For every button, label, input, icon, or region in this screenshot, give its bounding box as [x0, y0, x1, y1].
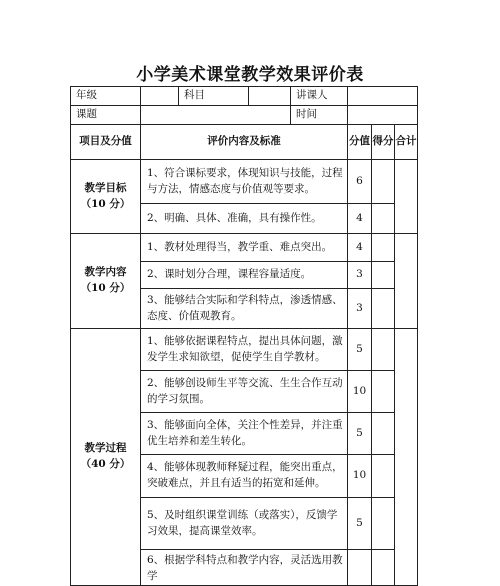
col-item: 项目及分值: [71, 125, 141, 160]
score-cell[interactable]: [372, 371, 395, 413]
section-label: [71, 160, 141, 234]
col-criteria: 评价内容及标准: [141, 125, 348, 160]
document-title: 小学美术课堂教学效果评价表: [136, 65, 364, 85]
criteria-cell: 2、课时划分合理，课程容量适度。: [141, 262, 348, 289]
section-name: 教学目标: [84, 181, 127, 194]
header-row-2: [71, 106, 418, 125]
criteria-cell: 4、能够体现教师释疑过程，能突出重点，突破难点，并且有适当的拓宽和延伸。: [141, 455, 348, 498]
score-cell[interactable]: [372, 498, 395, 550]
value-cell: 10: [348, 455, 372, 498]
value-cell: 4: [348, 204, 372, 234]
criteria-cell: 1、教材处理得当，教学重、难点突出。: [141, 234, 348, 262]
header-row-1: [71, 87, 418, 106]
topic-value[interactable]: [141, 106, 291, 125]
value-cell: 5: [348, 413, 372, 455]
section-label: [71, 329, 141, 586]
section-points: （10 分）: [80, 282, 131, 294]
score-cell[interactable]: [372, 329, 395, 371]
column-header-row: [71, 125, 418, 160]
value-cell: [348, 550, 372, 586]
grade-label: 年级: [71, 87, 141, 106]
criteria-cell: 3、能够面向全体，关注个性差异，并注重优生培养和差生转化。: [141, 413, 348, 455]
time-label: 时间: [291, 106, 348, 125]
value-cell: 3: [348, 262, 372, 289]
table-row: [71, 329, 418, 371]
criteria-cell: 1、符合课标要求，体现知识与技能，过程与方法，情感态度与价值观等要求。: [141, 160, 348, 204]
section-points: （40 分）: [80, 458, 131, 470]
table-row: [71, 160, 418, 204]
grade-value[interactable]: [141, 87, 179, 106]
criteria-cell: 6、根据学科特点和教学内容，灵活选用教学: [141, 550, 348, 586]
section-name: 教学内容: [84, 266, 127, 279]
time-value[interactable]: [348, 106, 418, 125]
total-cell[interactable]: [395, 329, 418, 586]
score-cell[interactable]: [372, 204, 395, 234]
total-cell[interactable]: [395, 160, 418, 234]
lecturer-label: 讲课人: [291, 87, 348, 106]
score-cell[interactable]: [372, 550, 395, 586]
criteria-cell: 2、能够创设师生平等交流、生生合作互动的学习氛围。: [141, 371, 348, 413]
score-cell[interactable]: [372, 160, 395, 204]
section-label: [71, 234, 141, 329]
col-score-value: 分值: [348, 125, 372, 160]
score-cell[interactable]: [372, 262, 395, 289]
topic-label: 课题: [71, 106, 141, 125]
section-points: （10 分）: [80, 197, 131, 210]
score-cell[interactable]: [372, 413, 395, 455]
evaluation-table: [70, 86, 418, 586]
col-total: 合计: [395, 125, 418, 160]
value-cell: 5: [348, 329, 372, 371]
subject-label: 科目: [179, 87, 249, 106]
score-cell[interactable]: [372, 289, 395, 329]
score-cell[interactable]: [372, 455, 395, 498]
total-cell[interactable]: [395, 234, 418, 329]
col-score-got: 得分: [372, 125, 395, 160]
value-cell: 10: [348, 371, 372, 413]
criteria-cell: 5、及时组织课堂训练（或落实），反馈学习效果，提高课堂效率。: [141, 498, 348, 550]
lecturer-value[interactable]: [348, 87, 418, 106]
criteria-cell: 2、明确、具体、准确，具有操作性。: [141, 204, 348, 234]
subject-value[interactable]: [249, 87, 291, 106]
table-row: [71, 234, 418, 262]
value-cell: 3: [348, 289, 372, 329]
value-cell: 6: [348, 160, 372, 204]
section-name: 教学过程: [84, 442, 127, 455]
value-cell: 5: [348, 498, 372, 550]
value-cell: 4: [348, 234, 372, 262]
score-cell[interactable]: [372, 234, 395, 262]
criteria-cell: 1、能够依据课程特点，提出具体问题，激发学生求知欲望，促使学生自学教材。: [141, 329, 348, 371]
criteria-cell: 3、能够结合实际和学科特点，渗透情感、态度、价值观教育。: [141, 289, 348, 329]
